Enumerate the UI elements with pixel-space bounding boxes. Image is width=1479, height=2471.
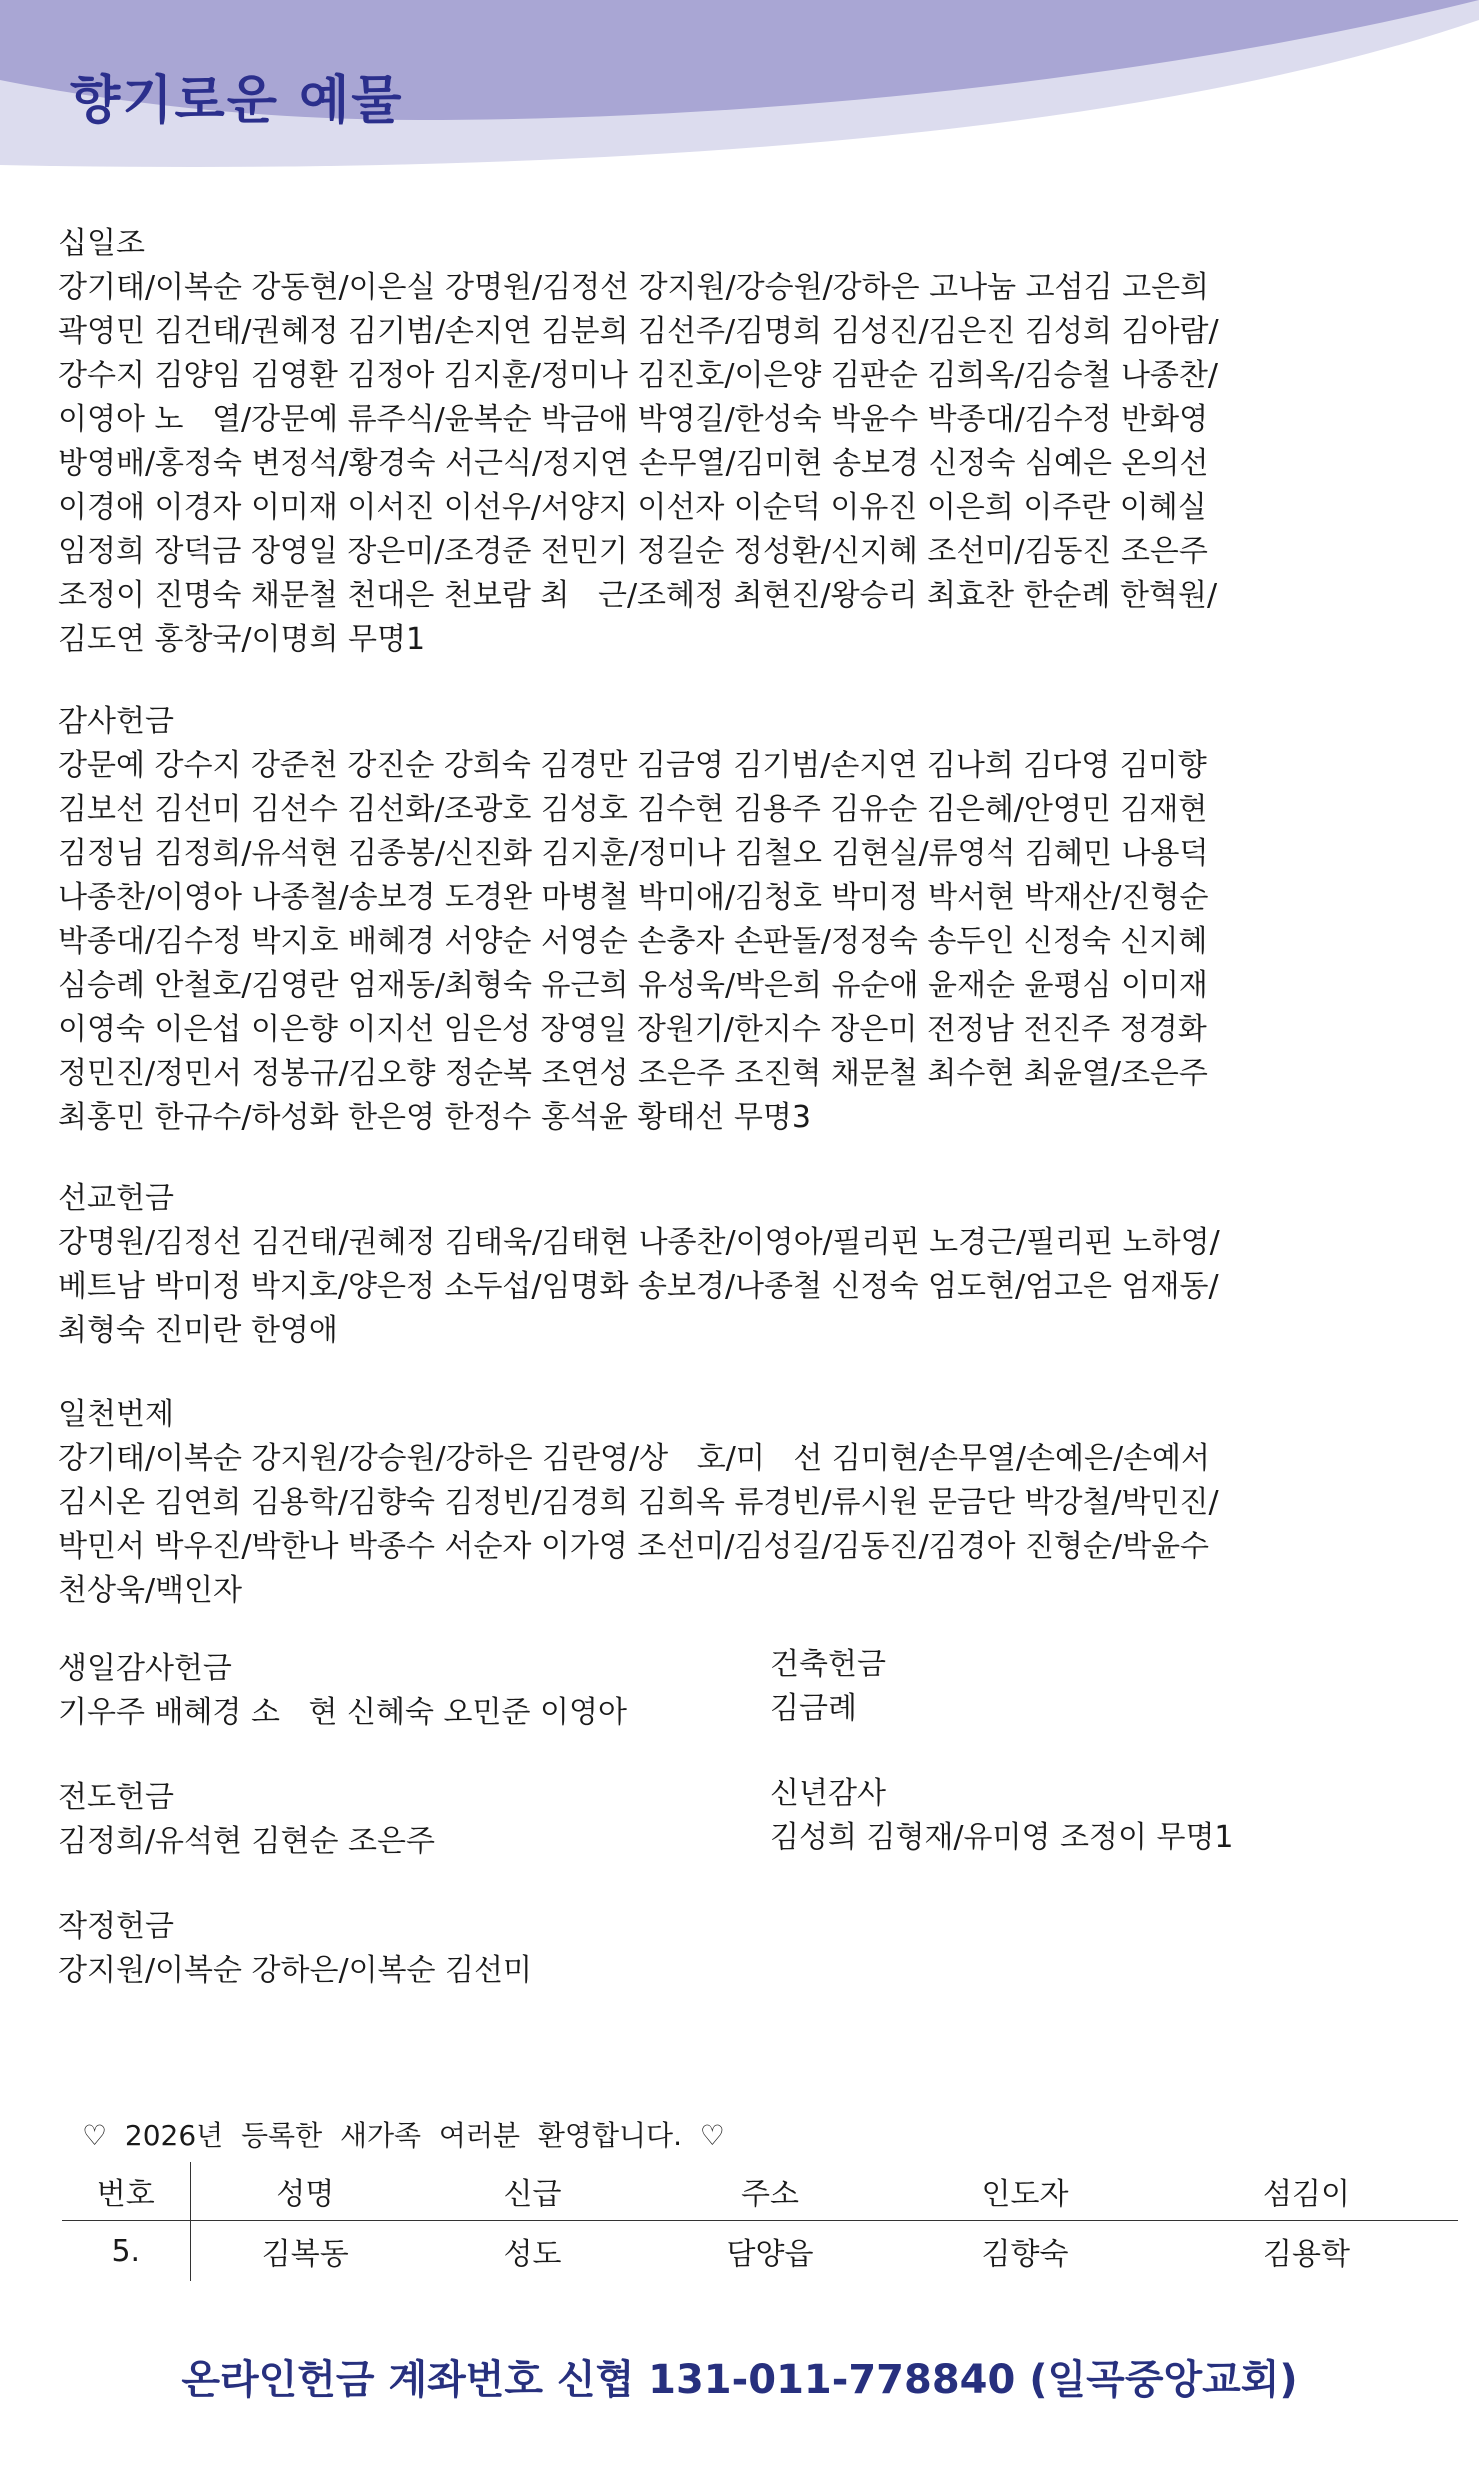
section-title: 감사헌금 [58, 704, 174, 739]
donor-line: 베트남 박미정 박지호/양은정 소두섭/임명화 송보경/나종철 신정숙 엄도현/엄고은 엄재동/ [58, 1269, 1219, 1304]
section-title: 일천번제 [58, 1397, 174, 1432]
section-title: 작정헌금 [58, 1909, 174, 1944]
donor-line: 조정이 진명숙 채문철 천대은 천보람 최 근/조혜정 최현진/왕승리 최효찬 한순례 한혁원/ [58, 578, 1218, 613]
donor-line: 강기태/이복순 강지원/강승원/강하은 김란영/상 호/미 선 김미현/손무열/손예은/손예서 [58, 1441, 1211, 1476]
section-title: 선교헌금 [58, 1181, 174, 1216]
donor-list [58, 744, 1428, 1140]
section-birthday [58, 1647, 758, 1735]
table-cell: 김복동 [261, 2237, 349, 2272]
donor-line: 강지원/이복순 강하은/이복순 김선미 [58, 1953, 532, 1988]
donor-line: 이영아 노 열/강문예 류주식/윤복순 박금애 박영길/한성숙 박윤수 박종대/김수정 반화영 [58, 402, 1209, 437]
column-header: 번호 [62, 2162, 190, 2221]
donor-list [770, 1816, 1420, 1860]
section-title: 생일감사헌금 [58, 1651, 232, 1686]
donor-line: 이경애 이경자 이미재 이서진 이선우/서양지 이선자 이순덕 이유진 이은희 이주란 이혜실 [58, 490, 1207, 525]
donor-line: 곽영민 김건태/권혜정 김기범/손지연 김분희 김선주/김명희 김성진/김은진 김성희 김아람/ [58, 314, 1219, 349]
table-cell: 성도 [503, 2237, 562, 2272]
donor-line: 김정님 김정희/유석현 김종봉/신진화 김지훈/정미나 김철오 김현실/류영석 김혜민 나용덕 [58, 836, 1209, 871]
section-title: 건축헌금 [770, 1647, 886, 1682]
donor-line: 최홍민 한규수/하성화 한은영 한정수 홍석윤 황태선 무명3 [58, 1100, 811, 1135]
column-header: 인도자 [981, 2177, 1069, 2212]
donor-list [58, 1691, 758, 1735]
donor-line: 천상욱/백인자 [58, 1573, 242, 1608]
section-title: 전도헌금 [58, 1780, 174, 1815]
section-resolution [58, 1905, 758, 1993]
donor-list [58, 266, 1428, 662]
column-header: 섬김이 [1263, 2177, 1350, 2212]
donor-list [58, 1221, 1428, 1353]
donor-line: 박민서 박우진/박한나 박종수 서순자 이가영 조선미/김성길/김동진/김경아 진형순/박윤수 [58, 1529, 1210, 1564]
donor-line: 김정희/유석현 김현순 조은주 [58, 1824, 435, 1859]
newcomers-table [62, 2162, 1458, 2281]
donor-line: 이영숙 이은섭 이은향 이지선 임은성 장영일 장원기/한지수 장은미 전정남 전진주 정경화 [58, 1012, 1207, 1047]
donor-line: 강기태/이복순 강동현/이은실 강명원/김정선 강지원/강승원/강하은 고나눔 고섬김 고은희 [58, 270, 1210, 305]
column-header: 신급 [503, 2177, 562, 2212]
donor-line: 김시온 김연희 김용학/김향숙 김정빈/김경희 김희옥 류경빈/류시원 문금단 박강철/박민진/ [58, 1485, 1219, 1520]
section-mission [58, 1177, 1428, 1353]
donor-line: 강명원/김정선 김건태/권혜정 김태욱/김태현 나종찬/이영아/필리핀 노경근/필리핀 노하영/ [58, 1225, 1220, 1260]
table-cell: 김향숙 [981, 2237, 1069, 2272]
section-evangelism [58, 1776, 758, 1864]
section-newyear [770, 1772, 1420, 1860]
table-cell: 김용학 [1263, 2237, 1350, 2272]
donor-line: 정민진/정민서 정봉규/김오향 정순복 조연성 조은주 조진혁 채문철 최수현 최윤열/조은주 [58, 1056, 1208, 1091]
donor-line: 방영배/홍정숙 변정석/황경숙 서근식/정지연 손무열/김미현 송보경 신정숙 심예은 온의선 [58, 446, 1209, 481]
section-thanksgiving [58, 700, 1428, 1140]
donor-line: 김금례 [770, 1691, 857, 1726]
donor-line: 최형숙 진미란 한영애 [58, 1313, 338, 1348]
donor-line: 김도연 홍창국/이명희 무명1 [58, 622, 426, 657]
donor-line: 임정희 장덕금 장영일 장은미/조경준 전민기 정길순 정성환/신지혜 조선미/김동진 조은주 [58, 534, 1208, 569]
section-title: 신년감사 [770, 1776, 886, 1811]
donor-line: 강수지 김양임 김영환 김정아 김지훈/정미나 김진호/이은양 김판순 김희옥/김승철 나종찬/ [58, 358, 1218, 393]
section-thousand [58, 1393, 1428, 1613]
donor-list [770, 1687, 1420, 1731]
section-tithe [58, 222, 1428, 662]
donor-line: 박종대/김수정 박지호 배혜경 서양순 서영순 손충자 손판돌/정정숙 송두인 신정숙 신지혜 [58, 924, 1208, 959]
table-header-row [62, 2162, 1458, 2221]
column-header: 성명 [276, 2177, 335, 2212]
donor-list [58, 1949, 758, 1993]
donor-line: 김성희 김형재/유미영 조정이 무명1 [770, 1820, 1234, 1855]
donor-line: 기우주 배혜경 소 현 신혜숙 오민준 이영아 [58, 1695, 627, 1730]
newcomers-title: ♡ 2026년 등록한 새가족 여러분 환영합니다. ♡ [82, 2119, 725, 2152]
section-building [770, 1643, 1420, 1731]
online-giving-account: 온라인헌금 계좌번호 신협 131-011-778840 (일곡중앙교회) [181, 2357, 1298, 2403]
table-cell: 담양읍 [726, 2237, 814, 2272]
page-title: 향기로운 예물 [70, 71, 404, 131]
table-cell: 5. [62, 2221, 190, 2282]
donor-list [58, 1437, 1428, 1613]
column-header: 주소 [741, 2177, 799, 2212]
donor-line: 강문예 강수지 강준천 강진순 강희숙 김경만 김금영 김기범/손지연 김나희 김다영 김미향 [58, 748, 1207, 783]
donor-line: 김보선 김선미 김선수 김선화/조광호 김성호 김수현 김용주 김유순 김은혜/안영민 김재현 [58, 792, 1208, 827]
donor-line: 심승례 안철호/김영란 엄재동/최형숙 유근희 유성욱/박은희 유순애 윤재순 윤평심 이미재 [58, 968, 1208, 1003]
donor-line: 나종찬/이영아 나종철/송보경 도경완 마병철 박미애/김청호 박미정 박서현 박재산/진형순 [58, 880, 1209, 915]
donor-list [58, 1820, 758, 1864]
table-row [62, 2221, 1458, 2282]
section-title: 십일조 [58, 226, 145, 261]
